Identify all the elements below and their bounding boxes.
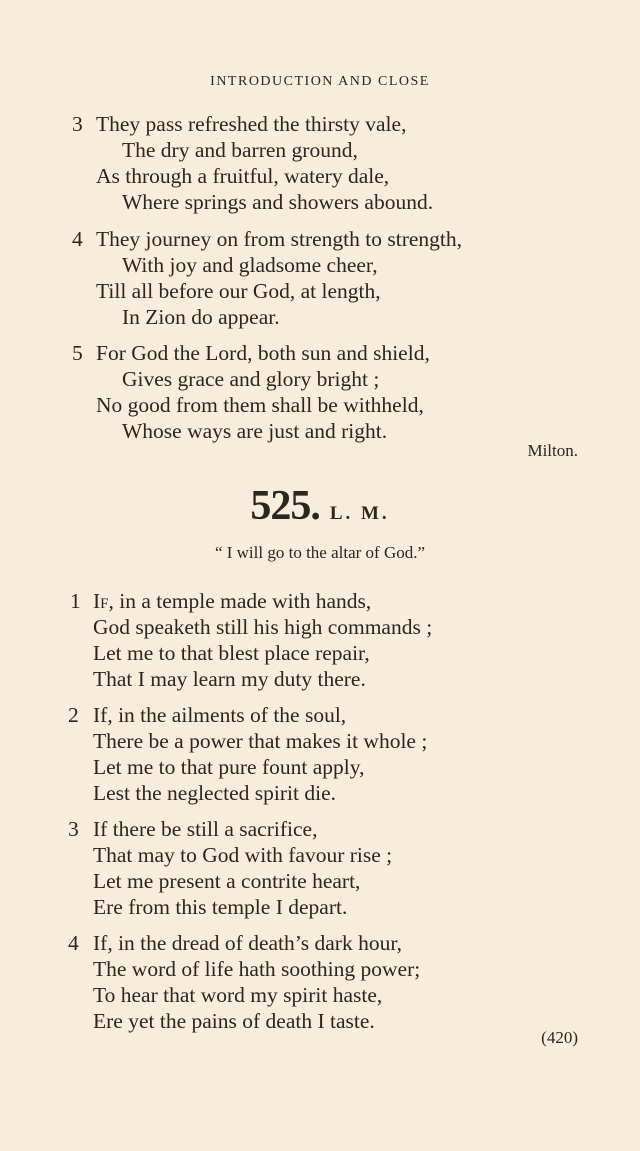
verse-line: Ere from this temple I depart. xyxy=(93,895,348,919)
verse-line: The word of life hath soothing power; xyxy=(93,957,421,981)
verse-line: Gives grace and glory bright ; xyxy=(122,367,380,391)
page-number: (420) xyxy=(541,1028,578,1047)
verse-line: No good from them shall be withheld, xyxy=(96,393,424,417)
verse-line: In Zion do appear. xyxy=(122,305,280,329)
hymn-number: 525. xyxy=(250,483,320,529)
first-word: If, xyxy=(93,589,114,613)
verse-line: Let me present a contrite heart, xyxy=(93,869,361,893)
hymn-meter: L. M. xyxy=(329,503,390,524)
verse-line: To hear that word my spirit haste, xyxy=(93,983,383,1007)
verse-line: If, in the dread of death’s dark hour, xyxy=(93,931,402,955)
verse-line: With joy and gladsome cheer, xyxy=(122,253,378,277)
verse-line: That may to God with favour rise ; xyxy=(93,843,393,867)
attribution: Milton. xyxy=(527,441,578,460)
stanza-number: 3 xyxy=(68,817,79,841)
verse-line: Let me to that blest place repair, xyxy=(93,641,370,665)
epigraph: “ I will go to the altar of God.” xyxy=(214,543,426,562)
verse-line: If there be still a sacrifice, xyxy=(93,817,318,841)
verse-line: God speaketh still his high commands ; xyxy=(93,615,433,639)
verse-line: That I may learn my duty there. xyxy=(93,667,366,691)
stanza-number: 4 xyxy=(72,227,83,251)
verse-line: If, in the ailments of the soul, xyxy=(93,703,347,727)
stanza-number: 5 xyxy=(72,341,83,365)
stanza-number: 3 xyxy=(72,112,83,136)
stanza-number: 4 xyxy=(68,931,79,955)
verse-line: There be a power that makes it whole ; xyxy=(93,729,428,753)
verse-line: Whose ways are just and right. xyxy=(122,419,388,443)
verse-line: Till all before our God, at length, xyxy=(96,279,381,303)
verse-line: Ere yet the pains of death I taste. xyxy=(93,1009,375,1033)
first-line-rest: in a temple made with hands, xyxy=(119,589,372,613)
stanza-number: 1 xyxy=(70,589,81,613)
verse-line: Lest the neglected spirit die. xyxy=(93,781,336,805)
verse-line: They journey on from strength to strength, xyxy=(96,227,463,251)
running-head: INTRODUCTION AND CLOSE xyxy=(210,74,430,89)
verse-line: As through a fruitful, watery dale, xyxy=(96,164,390,188)
verse-line: For God the Lord, both sun and shield, xyxy=(96,341,430,365)
verse-line: The dry and barren ground, xyxy=(122,138,358,162)
verse-line: Let me to that pure fount apply, xyxy=(93,755,365,779)
verse-line: They pass refreshed the thirsty vale, xyxy=(96,112,407,136)
hymn-heading xyxy=(0,482,640,530)
verse-line: Where springs and showers abound. xyxy=(122,190,434,214)
verse-line xyxy=(93,588,371,614)
stanza-number: 2 xyxy=(68,703,79,727)
